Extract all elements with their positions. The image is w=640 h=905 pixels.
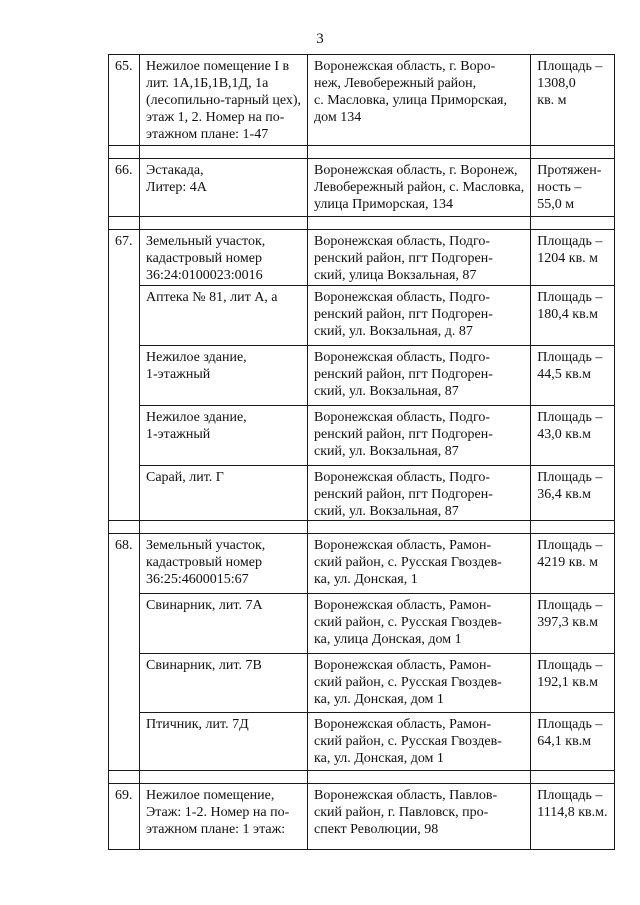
- cell-line: 397,3 кв.м: [537, 615, 599, 630]
- cell-line: 1204 кв. м: [537, 251, 599, 266]
- cell-line: 43,0 кв.м: [537, 427, 592, 442]
- cell-line: Площадь –: [537, 410, 603, 425]
- table-row: [109, 286, 615, 346]
- cell-line: Воронежская область, Рамон-: [314, 598, 492, 613]
- address-cell: [308, 230, 531, 286]
- cell-line: этажном плане: 1-47: [146, 127, 269, 142]
- size-cell: [531, 286, 614, 346]
- cell-line: Воронежская область, Подго-: [314, 410, 491, 425]
- property-table: [108, 54, 615, 850]
- cell-line: лит. 1А,1Б,1В,1Д, 1а: [146, 76, 269, 91]
- size-cell: [531, 654, 614, 713]
- cell-line: Воронежская область, Подго-: [314, 350, 491, 365]
- cell-line: этаж 1, 2. Номер на по-: [146, 110, 285, 125]
- address-cell: [308, 534, 531, 594]
- size-cell: [531, 534, 614, 594]
- cell-line: Свинарник, лит. 7В: [146, 658, 262, 673]
- address-cell: [308, 594, 531, 654]
- cell-line: Свинарник, лит. 7А: [146, 598, 263, 613]
- entry-separator: [109, 217, 615, 230]
- cell-line: 36:25:4600015:67: [146, 572, 249, 587]
- entry-separator: [109, 146, 615, 159]
- cell-line: Левобережный район, с. Масловка,: [314, 180, 525, 195]
- size-cell: [531, 466, 614, 521]
- size-cell: [531, 159, 614, 217]
- cell-line: неж, Левобережный район,: [314, 76, 477, 91]
- cell-line: этажном плане: 1 этаж:: [146, 822, 286, 837]
- table-row: [109, 406, 615, 466]
- cell-line: 55,0 м: [537, 197, 575, 212]
- cell-line: ский, улица Вокзальная, 87: [314, 268, 477, 283]
- cell-line: Воронежская область, Подго-: [314, 470, 491, 485]
- cell-line: кв. м: [537, 93, 567, 108]
- address-cell: [308, 286, 531, 346]
- table-row: [109, 466, 615, 521]
- cell-line: Земельный участок,: [146, 538, 266, 553]
- cell-line: Нежилое помещение,: [146, 788, 275, 803]
- cell-line: Литер: 4А: [146, 180, 207, 195]
- entry-number: 69.: [109, 784, 140, 850]
- cell-line: 44,5 кв.м: [537, 367, 592, 382]
- cell-line: Воронежская область, Рамон-: [314, 717, 492, 732]
- cell-line: Воронежская область, г. Воронеж,: [314, 163, 518, 178]
- cell-line: Сарай, лит. Г: [146, 470, 224, 485]
- cell-line: Эстакада,: [146, 163, 204, 178]
- object-name-cell: [140, 406, 308, 466]
- address-cell: [308, 784, 531, 850]
- cell-line: Нежилое здание,: [146, 350, 247, 365]
- cell-line: ский район, с. Русская Гвоздев-: [314, 675, 502, 690]
- page-number: 3: [316, 31, 324, 47]
- cell-line: Нежилое здание,: [146, 410, 247, 425]
- cell-line: дом 134: [314, 110, 362, 125]
- table-row: [109, 784, 615, 850]
- object-name-cell: [140, 534, 308, 594]
- address-cell: [308, 713, 531, 771]
- entry-number: 68.: [109, 534, 140, 771]
- cell-line: ка, ул. Донская, дом 1: [314, 751, 444, 766]
- table-row: [109, 159, 615, 217]
- table-row: [109, 346, 615, 406]
- cell-line: Воронежская область, Рамон-: [314, 538, 492, 553]
- cell-line: Площадь –: [537, 788, 603, 803]
- cell-line: Воронежская область, Подго-: [314, 290, 491, 305]
- cell-line: 192,1 кв.м: [537, 675, 599, 690]
- cell-line: Площадь –: [537, 470, 603, 485]
- cell-line: Площадь –: [537, 234, 603, 249]
- cell-line: Воронежская область, Павлов-: [314, 788, 498, 803]
- cell-line: Птичник, лит. 7Д: [146, 717, 249, 732]
- cell-line: 1-этажный: [146, 427, 211, 442]
- table-row: [109, 713, 615, 771]
- cell-line: ский район, г. Павловск, про-: [314, 805, 489, 820]
- cell-line: ренский район, пгт Подгорен-: [314, 487, 493, 502]
- cell-line: Нежилое помещение I в: [146, 59, 290, 74]
- cell-line: 4219 кв. м: [537, 555, 599, 570]
- cell-line: ский, ул. Вокзальная, д. 87: [314, 324, 473, 339]
- cell-line: 1-этажный: [146, 367, 211, 382]
- cell-line: (лесопильно-тарный цех),: [146, 93, 302, 108]
- cell-line: улица Приморская, 134: [314, 197, 454, 212]
- cell-line: ский, ул. Вокзальная, 87: [314, 504, 459, 519]
- address-cell: [308, 654, 531, 713]
- address-cell: [308, 466, 531, 521]
- cell-line: ский район, с. Русская Гвоздев-: [314, 555, 502, 570]
- cell-line: ренский район, пгт Подгорен-: [314, 427, 493, 442]
- object-name-cell: [140, 654, 308, 713]
- size-cell: [531, 784, 614, 850]
- table-row: [109, 55, 615, 146]
- cell-line: Площадь –: [537, 290, 603, 305]
- cell-line: Протяжен-: [537, 163, 602, 178]
- cell-line: ренский район, пгт Подгорен-: [314, 307, 493, 322]
- size-cell: [531, 713, 614, 771]
- object-name-cell: [140, 346, 308, 406]
- cell-line: Площадь –: [537, 59, 603, 74]
- table-row: [109, 654, 615, 713]
- cell-line: ка, ул. Донская, дом 1: [314, 692, 444, 707]
- cell-line: ность –: [537, 180, 582, 195]
- address-cell: [308, 346, 531, 406]
- cell-line: ский, ул. Вокзальная, 87: [314, 444, 459, 459]
- cell-line: спект Революции, 98: [314, 822, 439, 837]
- cell-line: Площадь –: [537, 538, 603, 553]
- size-cell: [531, 230, 614, 286]
- cell-line: ренский район, пгт Подгорен-: [314, 367, 493, 382]
- object-name-cell: [140, 230, 308, 286]
- cell-line: ка, ул. Донская, 1: [314, 572, 418, 587]
- cell-line: с. Масловка, улица Приморская,: [314, 93, 507, 108]
- cell-line: Аптека № 81, лит А, а: [146, 290, 278, 305]
- cell-line: 36:24:0100023:0016: [146, 268, 263, 283]
- cell-line: Площадь –: [537, 658, 603, 673]
- cell-line: 36,4 кв.м: [537, 487, 592, 502]
- cell-line: Площадь –: [537, 598, 603, 613]
- table-row: [109, 594, 615, 654]
- size-cell: [531, 406, 614, 466]
- cell-line: ский район, с. Русская Гвоздев-: [314, 734, 502, 749]
- cell-line: кадастровый номер: [146, 251, 262, 266]
- cell-line: 64,1 кв.м: [537, 734, 592, 749]
- cell-line: 1114,8 кв.м.: [537, 805, 608, 820]
- cell-line: Этаж: 1-2. Номер на по-: [146, 805, 290, 820]
- entry-number: 67.: [109, 230, 140, 521]
- cell-line: 1308,0: [537, 76, 576, 91]
- object-name-cell: [140, 713, 308, 771]
- cell-line: Воронежская область, г. Воро-: [314, 59, 496, 74]
- entry-number: 65.: [109, 55, 140, 146]
- cell-line: ка, улица Донская, дом 1: [314, 632, 462, 647]
- cell-line: ский район, с. Русская Гвоздев-: [314, 615, 502, 630]
- cell-line: ренский район, пгт Подгорен-: [314, 251, 493, 266]
- entry-separator: [109, 771, 615, 784]
- object-name-cell: [140, 594, 308, 654]
- size-cell: [531, 55, 614, 146]
- entry-number: 66.: [109, 159, 140, 217]
- cell-line: Воронежская область, Рамон-: [314, 658, 492, 673]
- table-row: [109, 534, 615, 594]
- cell-line: кадастровый номер: [146, 555, 262, 570]
- address-cell: [308, 55, 531, 146]
- size-cell: [531, 594, 614, 654]
- object-name-cell: [140, 286, 308, 346]
- cell-line: Площадь –: [537, 350, 603, 365]
- object-name-cell: [140, 159, 308, 217]
- object-name-cell: [140, 55, 308, 146]
- table-row: [109, 230, 615, 286]
- object-name-cell: [140, 466, 308, 521]
- cell-line: Земельный участок,: [146, 234, 266, 249]
- address-cell: [308, 159, 531, 217]
- cell-line: ский, ул. Вокзальная, 87: [314, 384, 459, 399]
- object-name-cell: [140, 784, 308, 850]
- entry-separator: [109, 521, 615, 534]
- cell-line: 180,4 кв.м: [537, 307, 599, 322]
- cell-line: Площадь –: [537, 717, 603, 732]
- size-cell: [531, 346, 614, 406]
- address-cell: [308, 406, 531, 466]
- cell-line: Воронежская область, Подго-: [314, 234, 491, 249]
